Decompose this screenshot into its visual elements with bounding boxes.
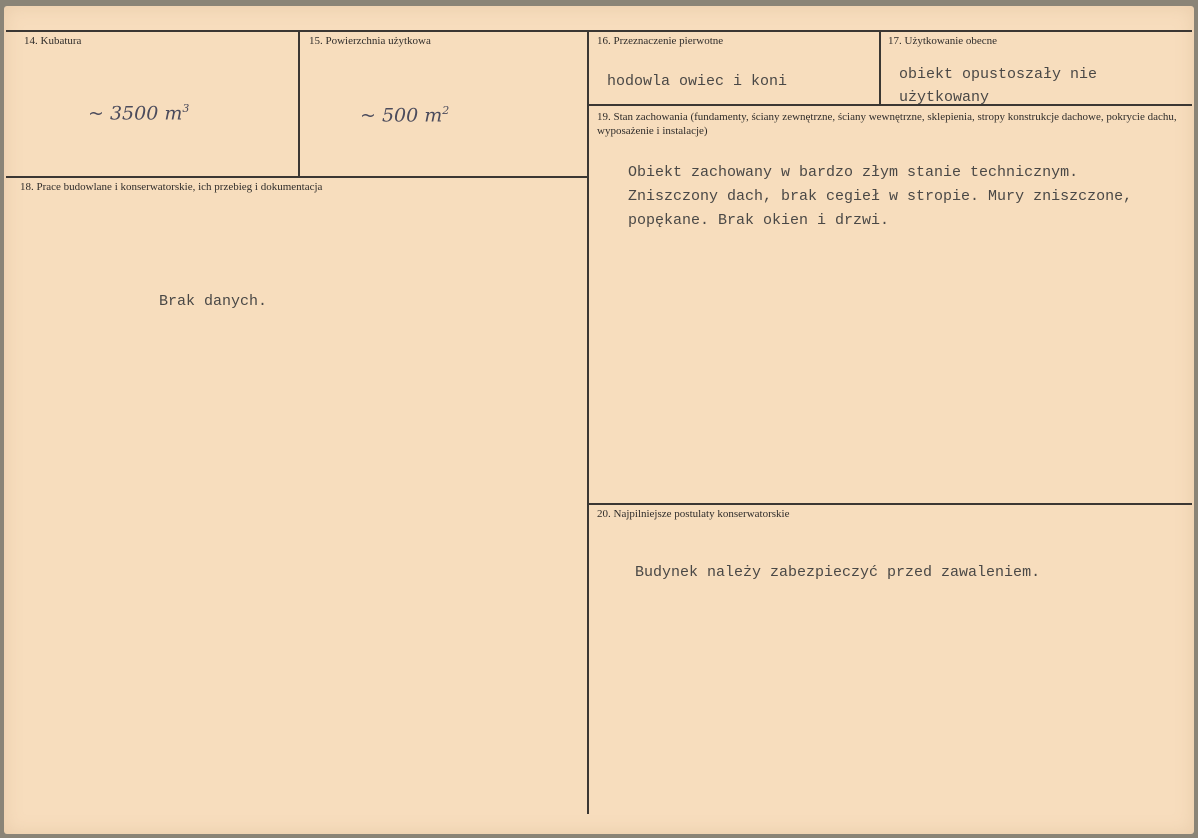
- rule-above-18: [6, 176, 589, 178]
- field-18-value: Brak danych.: [159, 293, 268, 310]
- field-15-label: 15. Powierzchnia użytkowa: [309, 35, 431, 47]
- field-14-label: 14. Kubatura: [24, 35, 82, 47]
- divider-15-16: [587, 30, 589, 814]
- field-16-label: 16. Przeznaczenie pierwotne: [597, 35, 724, 47]
- field-18-label: 18. Prace budowlane i konserwatorskie, ich przebieg i dokumentacja: [20, 181, 323, 193]
- divider-14-15: [298, 30, 300, 178]
- field-17-value: obiekt opustoszały nie użytkowany: [899, 66, 1098, 106]
- field-20-value: Budynek należy zabezpieczyć przed zawaleniem.: [635, 564, 1041, 581]
- field-20-label: 20. Najpilniejsze postulaty konserwatorskie: [597, 508, 790, 520]
- rule-above-20: [587, 503, 1192, 505]
- field-15-value: ~ 500 $m^2$: [360, 104, 450, 127]
- top-rule: [6, 30, 1192, 32]
- divider-16-17: [879, 30, 881, 104]
- field-17-label: 17. Użytkowanie obecne: [888, 35, 998, 47]
- field-14-value: ~ 3500 $m^3$: [88, 102, 190, 125]
- field-19-value: Obiekt zachowany w bardzo złym stanie technicznym. Zniszczony dach, brak cegieł w stropie. Mury zniszczone, popękane. Brak okien i drzwi.: [628, 164, 1133, 229]
- field-16-value: hodowla owiec i koni: [607, 73, 788, 90]
- rule-above-19: [587, 104, 1192, 106]
- field-19-label: 19. Stan zachowania (fundamenty, ściany zewnętrzne, ściany wewnętrzne, sklepienia, stropy konstrukcje dachowe, pokrycie dachu, wyposażenie i instalacje): [597, 111, 1177, 137]
- record-card: [4, 6, 1194, 834]
